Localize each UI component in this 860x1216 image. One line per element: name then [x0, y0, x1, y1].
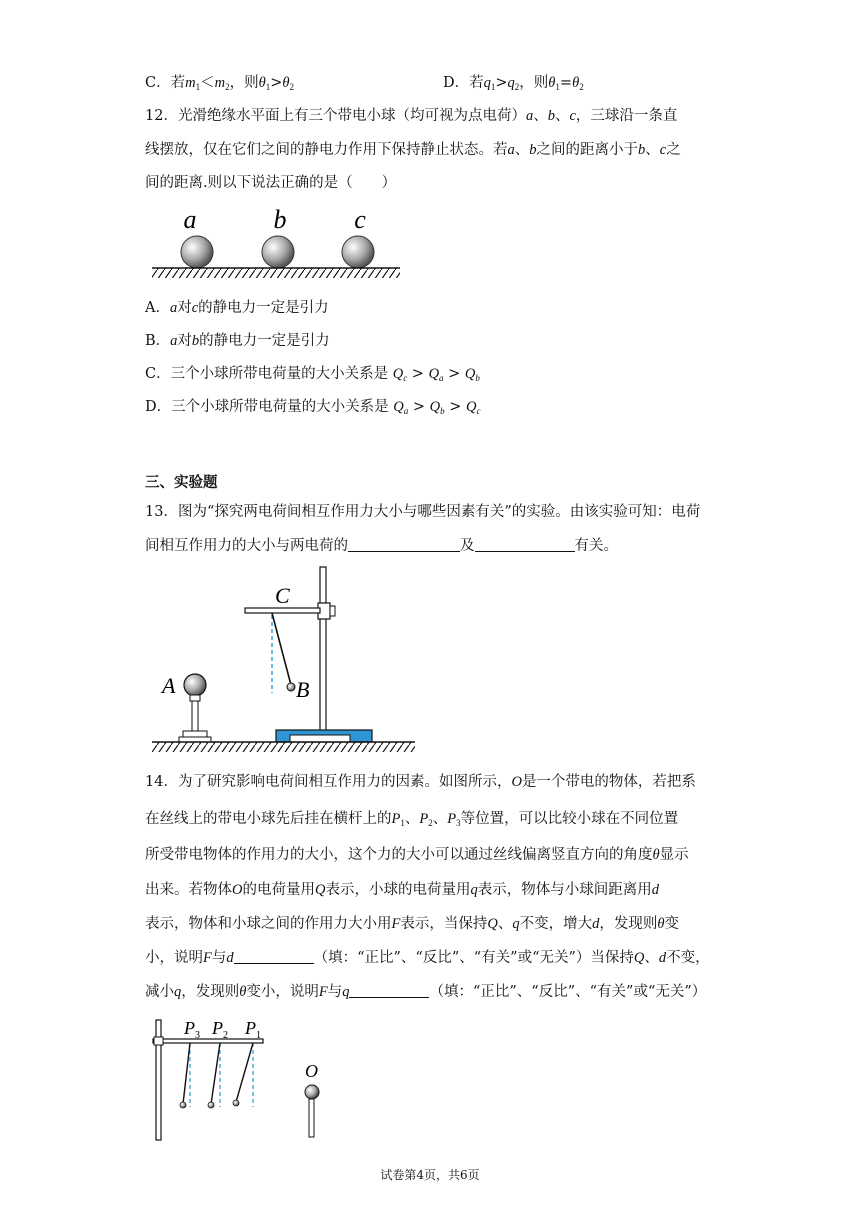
- q12-stem-line2: 线摆放，仅在它们之间的静电力作用下保持静止状态。若a、b之间的距离小于b、c之: [145, 142, 681, 158]
- label-p3: $P_3$: [184, 1018, 200, 1041]
- q12-option-d: D．三个小球所带电荷量的大小关系是 $Q_a > Q_b > Q_c$: [145, 399, 481, 416]
- ball-a-label: a: [183, 205, 197, 234]
- label-c: C: [275, 583, 290, 608]
- thread-p2: [211, 1043, 220, 1104]
- q14-line4: 出来。若物体O的电荷量用Q表示，小球的电荷量用q表示，物体与小球间距离用d: [145, 882, 659, 898]
- label-p1: $P_1$: [245, 1018, 261, 1041]
- q12-option-b: B．a对b的静电力一定是引力: [145, 333, 330, 349]
- thread: [272, 613, 291, 685]
- q14-line6: 小，说明F与d （填：“正比”、“反比”、“有关”或“无关”）当保持Q、d不变，: [145, 950, 710, 966]
- thread-p1: [236, 1043, 253, 1102]
- q14-blank-1[interactable]: [234, 949, 314, 964]
- q12-option-a: A．a对c的静电力一定是引力: [145, 300, 329, 316]
- q13-stem-line1: 13．图为“探究两电荷间相互作用力大小与哪些因素有关”的实验。由该实验可知：电荷: [145, 504, 701, 520]
- q12-stem-line3: 间的距离.则以下说法正确的是（ ）: [145, 175, 397, 191]
- q12-balls-figure: [150, 200, 405, 280]
- ball-a: [181, 236, 213, 268]
- crossbar: [153, 1039, 263, 1043]
- q14-line5: 表示，物体和小球之间的作用力大小用F表示，当保持Q、q不变，增大d，发现则θ变: [145, 916, 679, 932]
- ground-hatch: [152, 268, 400, 278]
- q13-stem-line2: 间相互作用力的大小与两电荷的 及 有关。: [145, 538, 618, 554]
- q14-line2: 在丝线上的带电小球先后挂在横杆上的$P_1$、$P_2$、$P_3$等位置，可以比较小球在不同位置: [145, 811, 679, 828]
- thread-p3: [183, 1043, 190, 1104]
- q14-line1: 14．为了研究影响电荷间相互作用力的因素。如图所示，O是一个带电的物体，若把系: [145, 774, 696, 790]
- ball-b: [262, 236, 294, 268]
- label-p2: $P_2$: [212, 1018, 228, 1041]
- q14-pendulum-figure: [150, 1015, 340, 1145]
- label-a: A: [162, 673, 176, 698]
- q13-blank-2[interactable]: [475, 537, 575, 552]
- horizontal-arm: [245, 608, 320, 613]
- ball-b: [287, 683, 295, 691]
- q14-line3: 所受带电物体的作用力的大小，这个力的大小可以通过丝线偏离竖直方向的角度θ显示: [145, 847, 689, 863]
- q11-option-d: D．若$q_1>q_2$，则$\theta_1=\theta_2$: [443, 75, 584, 92]
- q12-option-c: C．三个小球所带电荷量的大小关系是 $Q_c > Q_a > Q_b$: [145, 366, 480, 383]
- ball-c: [342, 236, 374, 268]
- label-b: B: [296, 677, 310, 702]
- object-o: [305, 1085, 319, 1099]
- section-heading: 三、实验题: [145, 474, 218, 491]
- ball-c-label: c: [354, 205, 366, 234]
- sphere-a: [184, 674, 206, 696]
- ball-b-label: b: [273, 205, 287, 234]
- q12-stem-line1: 12．光滑绝缘水平面上有三个带电小球（均可视为点电荷）a、b、c，三球沿一条直: [145, 108, 678, 124]
- q13-apparatus-figure: [150, 565, 420, 755]
- page-footer: 试卷第4页，共6页: [380, 1168, 480, 1182]
- stand-pole: [320, 567, 326, 732]
- q13-blank-1[interactable]: [348, 537, 460, 552]
- q14-blank-2[interactable]: [349, 983, 429, 998]
- label-o: O: [305, 1061, 318, 1081]
- q11-option-c: C．若$m_1<m_2$，则$\theta_1>\theta_2$: [145, 75, 294, 92]
- q14-line7: 减小q，发现则θ变小，说明F与q （填：“正比”、“反比”、“有关”或“无关”）: [145, 984, 707, 1000]
